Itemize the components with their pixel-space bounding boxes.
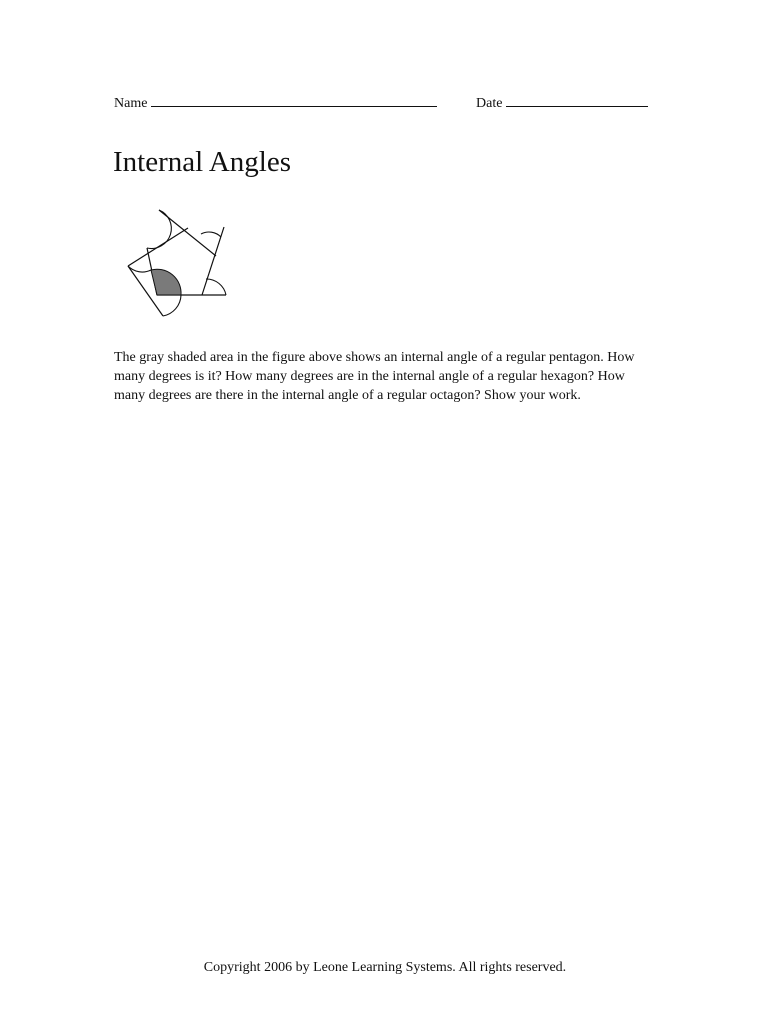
exterior-angle-arc — [201, 232, 221, 237]
pentagon-angles-icon — [122, 204, 234, 322]
exterior-angle-arc — [163, 295, 181, 316]
header-fields — [114, 92, 654, 112]
question-prompt: The gray shaded area in the figure above shows an internal angle of a regular pentagon. How many degrees is it? How many degrees are in the internal angle of a regular hexagon? How many degrees are there in the internal angle of a regular octagon? Show your work. — [114, 350, 635, 403]
date-label: Date — [476, 96, 503, 111]
copyright-footer: Copyright 2006 by Leone Learning Systems. All rights reserved. — [203, 960, 567, 975]
name-field — [114, 92, 437, 112]
name-label: Name — [114, 96, 148, 111]
date-blank-line[interactable] — [506, 92, 648, 107]
date-field — [476, 92, 648, 112]
page-title: Internal Angles — [113, 146, 291, 178]
exterior-angle-arc — [147, 210, 171, 248]
name-blank-line[interactable] — [151, 92, 437, 107]
shaded-internal-angle — [151, 269, 181, 295]
exterior-angle-arc — [206, 279, 226, 295]
pentagon-figure — [122, 204, 234, 322]
